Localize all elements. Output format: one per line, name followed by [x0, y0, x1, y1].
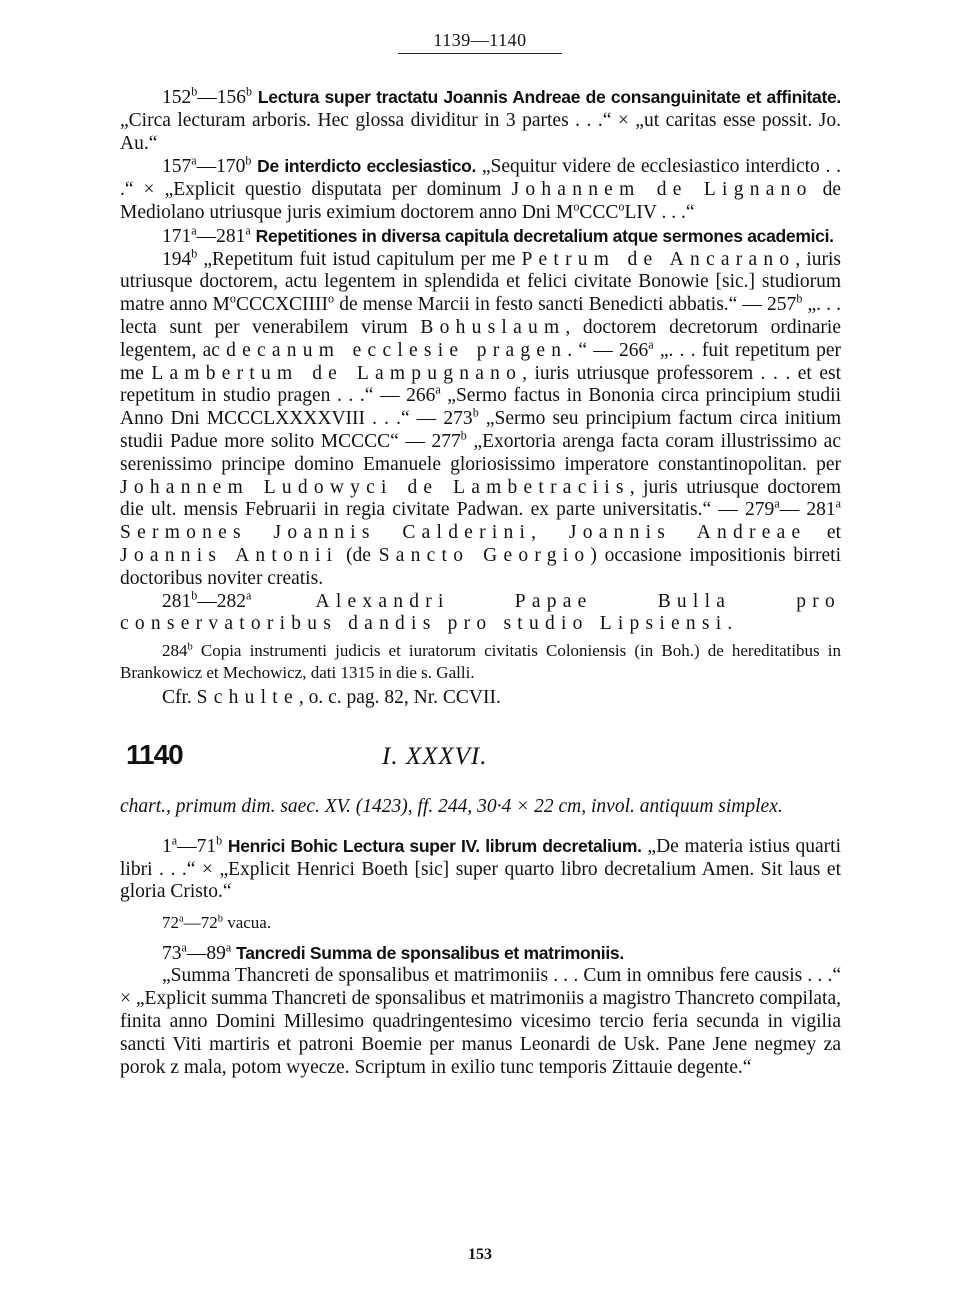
entry-heading	[120, 738, 841, 784]
page-header: 1139—1140	[398, 30, 562, 54]
entry-tancredi: 73$^a$—89$^a$ Tancredi Summa de sponsalibus et matrimoniis.	[162, 940, 624, 964]
page-number: 153	[468, 1246, 492, 1263]
entry-henrici-bohic: 1$^a$—71$^b$ Henrici Bohic Lectura super IV. librum decretalium. „De materia istius quarti libri . . .“ × „Explicit Henrici Boeth [sic] super quarto libro decretalium Amen. Sit laus et gloria Cristo.“	[120, 833, 841, 903]
entry-repetitum: 194$^b$ „Repetitum fuit istud capitulum per me Petrum de Ancarano, iuris utriusque doctorem, actu legentem in splendida et felici civitate Bonowie [sic.] studiorum matre anno $M^oCCCXCIIII^o$ de mense Marcii in festo sancti Benedicti abbatis.“ — 257$^b$ „. . . lecta sunt per venerabilem virum Bohuslaum, doctorem decretorum ordinarie legentem, ac decanum ecclesie pragen.“ — 266$^a$ „. . . fuit repetitum per me Lambertum de Lampugnano, iuris utriusque professorem . . . et est repetitum in studio pragen . . .“ — 266$^a$ „Sermo factus in Bononia circa principium studii Anno Dni MCCCLXXXXVIII . . .“ — 273$^b$ „Sermo seu principium factum circa initium studii Padue more solito MCCCC“ — 277$^b$ „Exortoria arenga facta coram illustrissimo ac serenissimo principe domino Emanuele gloriosissimo imperatore constantinopolitan. per Johannem Ludowyci de Lambetraciis, juris utriusque doctorem die ult. mensis Februarii in regia civitate Padwan. ex parte universitatis.“ — 279$^a$— 281$^a$ Sermones Joannis Calderini, Joannis Andreae et Joannis Antonii (de Sancto Georgio) occasione impositionis birreti doctoribus noviter creatis.	[120, 246, 842, 589]
entry-de-interdicto: 157$^a$—170$^b$ De interdicto ecclesiastico. „Sequitur videre de ecclesiastico interdicto . . .“ × „Explicit questio disputata per dominum Johannem de Lignano de Mediolano utriusque juris eximium doctorem anno Dni $M^oCCC^oLIV$ . . .“	[120, 153, 842, 223]
entry-title: Lectura super tractatu Joannis Andreae de consanguinitate et affinitate.	[257, 87, 841, 107]
document-body	[120, 86, 841, 1079]
reference-line: Cfr. Schulte, o. c. pag. 82, Nr. CCVII.	[162, 687, 501, 709]
entry-title: Repetitiones in diversa capitula decretalium atque sermones academici.	[255, 225, 834, 246]
entry-title: Henrici Bohic Lectura super IV. librum decretalium.	[227, 835, 642, 856]
entry-bulla: 281$^b$—282$^a$ Alexandri Papae Bulla pro conservatoribus dandis pro studio Lipsiensi.	[120, 588, 841, 635]
shelf-signature: I. XXXVI.	[382, 742, 488, 770]
entry-copia: 284$^b$ Copia instrumenti judicis et iuratorum civitatis Coloniensis (in Boh.) de hereditatibus in Brankowicz et Mechowicz, dati 1315 in die s. Galli.	[120, 641, 841, 682]
entry-title: Tancredi Summa de sponsalibus et matrimoniis.	[236, 942, 624, 963]
entry-vacua: 72$^a$—72$^b$ vacua.	[162, 913, 272, 933]
entry-title: De interdicto ecclesiastico.	[257, 156, 477, 177]
spaced-name: Johannem de Lignano	[511, 179, 813, 201]
entry-lectura-tractatu: 152$^b$—156$^b$ Lectura super tractatu Joannis Andreae de consanguinitate et affinitate. „Circa lecturam arboris. Hec glossa dividitur in 3 partes . . .“ × „ut caritas esse possit. Jo. Au.“	[120, 84, 841, 154]
entry-number: 1140	[126, 738, 183, 770]
entry-repetitiones: 171$^a$—281$^a$ Repetitiones in diversa capitula decretalium atque sermones academici.	[162, 223, 834, 247]
entry-tancredi-text: „Summa Thancreti de sponsalibus et matrimoniis . . . Cum in omnibus fere causis . . .“ × „Explicit summa Thancreti de sponsalibus et matrimoniis a magistro Thancreto compilata, finita anno Domini Millesimo quadringentesimo vicesimo tercio feria secunda in vigilia sancti Viti martiris et patroni Boemie per manus Leonardi de Usk. Pane Jene negmey za porok z mala, potom wyecze. Scriptum in exilio tunc temporis Zittauie degente.“	[120, 965, 841, 1078]
codex-description: chart., primum dim. saec. XV. (1423), ff. 244, 30·4 × 22 cm, invol. antiquum simplex.	[120, 795, 783, 817]
